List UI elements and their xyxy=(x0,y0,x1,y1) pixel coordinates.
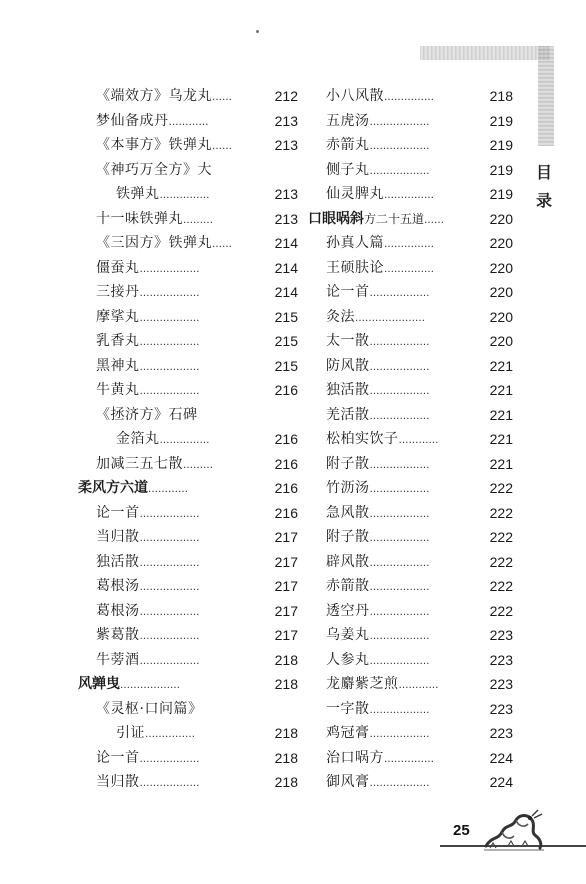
toc-entry-page: 218 xyxy=(274,651,298,668)
toc-entry-title: 葛根汤 xyxy=(96,578,140,594)
toc-entry-leader-dots: ……………… xyxy=(369,533,430,544)
dragon-ornament-icon xyxy=(482,806,546,854)
toc-entry-page: 223 xyxy=(489,651,513,668)
toc-entry-page: 213 xyxy=(274,210,298,227)
toc-entry-leader-dots: ……………… xyxy=(139,508,200,520)
toc-entry-title: 赤箭丸 xyxy=(326,137,370,153)
toc-entry-title: 加减三五七散 xyxy=(96,455,183,472)
toc-entry xyxy=(308,648,513,673)
toc-entry-title: 灸法 xyxy=(326,308,355,325)
toc-entry-title: 论一首 xyxy=(96,504,140,521)
toc-entry-leader-dots: ……………… xyxy=(139,337,200,348)
toc-entry-leader-dots: ……………… xyxy=(369,631,430,642)
toc-entry-title: 鸡冠膏 xyxy=(326,725,370,741)
toc-entry xyxy=(308,550,513,575)
toc-entry-leader-dots: ……………… xyxy=(369,386,430,397)
section-side-label xyxy=(533,162,555,212)
toc-entry xyxy=(308,476,513,501)
toc-entry-page: 214 xyxy=(274,259,298,276)
toc-entry-page: 217 xyxy=(274,529,298,545)
toc-entry-leader-dots: …… xyxy=(424,214,445,226)
toc-entry xyxy=(308,623,513,648)
toc-entry-page: 217 xyxy=(274,578,298,594)
toc-entry xyxy=(308,133,513,158)
toc-entry xyxy=(78,599,298,624)
toc-entry xyxy=(78,378,298,403)
toc-entry xyxy=(78,525,298,550)
toc-entry-title: 一字散 xyxy=(326,700,370,717)
toc-entry-leader-dots: …… xyxy=(212,239,232,250)
toc-entry xyxy=(78,623,298,648)
toc-entry xyxy=(78,403,298,428)
toc-entry-title: 辟风散 xyxy=(326,553,370,570)
toc-entry-title: 牛蒡酒 xyxy=(96,651,140,668)
toc-entry xyxy=(308,427,513,452)
toc-entry xyxy=(308,599,513,624)
toc-entry-title: 梦仙备成丹 xyxy=(96,112,169,129)
toc-entry-page: 216 xyxy=(274,480,298,496)
toc-entry-page: 216 xyxy=(274,382,298,398)
toc-entry-page: 218 xyxy=(274,774,298,790)
toc-entry-title: 竹沥汤 xyxy=(326,480,370,496)
toc-entry-leader-dots: ……………… xyxy=(369,655,430,667)
stray-ink-mark xyxy=(256,30,259,33)
toc-entry-leader-dots: ………… xyxy=(148,484,188,495)
toc-entry xyxy=(78,746,298,771)
toc-entry-leader-dots: ……………… xyxy=(369,484,430,495)
toc-entry-leader-dots: ………… xyxy=(168,116,209,128)
toc-entry-page: 224 xyxy=(489,749,513,766)
decorative-top-band xyxy=(420,46,550,60)
toc-entry-title: 松柏实饮子 xyxy=(326,431,399,447)
toc-entry-page: 215 xyxy=(274,357,298,374)
toc-entry-leader-dots: ……………… xyxy=(369,141,430,152)
toc-entry-page: 218 xyxy=(274,749,298,766)
toc-entry-title: 独活散 xyxy=(96,553,140,570)
toc-entry-leader-dots: ……………… xyxy=(139,263,200,275)
toc-entry xyxy=(78,770,298,795)
toc-heading-suffix: 方二十五道 xyxy=(364,211,425,226)
toc-entry-title: 透空丹 xyxy=(326,602,370,619)
toc-entry-title: 《拯济方》石碑 xyxy=(96,406,198,423)
toc-entry xyxy=(308,501,513,526)
toc-entry-page: 218 xyxy=(274,676,298,692)
toc-entry-page: 219 xyxy=(489,186,513,202)
toc-entry-title: 铁弹丸 xyxy=(116,186,160,202)
toc-entry xyxy=(78,354,298,379)
toc-entry-title: 赤箭散 xyxy=(326,578,370,594)
toc-entry xyxy=(78,672,298,697)
toc-entry-page: 221 xyxy=(489,357,513,374)
toc-entry xyxy=(308,84,513,109)
toc-entry-page: 213 xyxy=(274,112,298,129)
toc-entry xyxy=(78,476,298,501)
toc-entry-page: 213 xyxy=(274,137,298,153)
toc-entry-title: 独活散 xyxy=(326,382,370,398)
toc-entry xyxy=(308,280,513,305)
toc-entry xyxy=(78,256,298,281)
toc-entry xyxy=(78,158,298,183)
toc-entry-title: 太一散 xyxy=(326,333,370,349)
toc-entry-title: 《本事方》铁弹丸 xyxy=(96,137,212,153)
toc-entry-leader-dots: …………… xyxy=(384,190,434,201)
toc-entry-leader-dots: ……………… xyxy=(369,778,430,789)
toc-entry xyxy=(78,697,298,722)
toc-entry-leader-dots: ……………… xyxy=(369,337,430,348)
toc-entry-leader-dots: ……………… xyxy=(369,116,430,128)
toc-entry xyxy=(308,574,513,599)
toc-entry-page: 221 xyxy=(489,431,513,447)
toc-entry-title: 三接丹 xyxy=(96,284,140,300)
toc-entry xyxy=(78,427,298,452)
toc-entry-page: 216 xyxy=(274,504,298,521)
toc-entry-leader-dots: ……………… xyxy=(139,533,200,544)
toc-entry-page: 220 xyxy=(489,235,513,251)
toc-entry-title: 侧子丸 xyxy=(326,161,370,178)
toc-entry-page: 223 xyxy=(489,700,513,717)
toc-entry xyxy=(78,721,298,746)
toc-entry-leader-dots: ……………… xyxy=(139,361,200,373)
toc-entry-leader-dots: …………… xyxy=(384,263,434,275)
toc-entry xyxy=(308,207,513,232)
toc-entry-page: 216 xyxy=(274,455,298,472)
toc-entry xyxy=(308,109,513,134)
toc-entry-title: 五虎汤 xyxy=(326,112,370,129)
toc-entry-leader-dots: ……………… xyxy=(369,288,430,299)
toc-entry-leader-dots: ……………… xyxy=(369,606,430,618)
toc-entry xyxy=(78,329,298,354)
toc-entry-title: 乳香丸 xyxy=(96,333,140,349)
toc-entry xyxy=(308,746,513,771)
toc-entry-title: 牛黄丸 xyxy=(96,382,140,398)
toc-entry-leader-dots: ……………… xyxy=(139,582,200,593)
toc-entry-leader-dots: ……… xyxy=(183,214,213,226)
toc-entry-title: 口眼㖞斜方二十五道 xyxy=(308,210,425,227)
toc-entry xyxy=(308,525,513,550)
toc-entry-title: 防风散 xyxy=(326,357,370,374)
toc-entry xyxy=(308,672,513,697)
toc-entry-leader-dots: ……………… xyxy=(139,631,200,642)
toc-entry-title: 《三因方》铁弹丸 xyxy=(96,235,212,251)
toc-entry-title: 附子散 xyxy=(326,529,370,545)
toc-entry xyxy=(78,648,298,673)
toc-entry-page: 222 xyxy=(489,602,513,619)
toc-entry xyxy=(308,697,513,722)
toc-entry-title: 金箔丸 xyxy=(116,431,160,447)
toc-entry-title: 风亸曳 xyxy=(78,676,120,692)
toc-entry-page: 222 xyxy=(489,529,513,545)
toc-entry-page: 214 xyxy=(274,235,298,251)
toc-entry-leader-dots: ……………… xyxy=(369,508,430,520)
toc-entry xyxy=(78,550,298,575)
toc-entry-leader-dots: ………… xyxy=(398,435,439,446)
toc-entry-page: 223 xyxy=(489,676,513,692)
toc-entry-page: 215 xyxy=(274,333,298,349)
toc-entry-page: 222 xyxy=(489,553,513,570)
toc-entry-title: 当归散 xyxy=(96,774,140,790)
toc-entry-title: 紫葛散 xyxy=(96,627,140,643)
toc-entry-title: 乌姜丸 xyxy=(326,627,370,643)
toc-entry-title: 御风膏 xyxy=(326,774,370,790)
toc-entry-title: 论一首 xyxy=(96,749,140,766)
toc-entry xyxy=(308,770,513,795)
toc-entry-title: 附子散 xyxy=(326,455,370,472)
toc-entry-leader-dots: …………… xyxy=(159,190,210,201)
toc-entry-page: 222 xyxy=(489,504,513,521)
toc-entry xyxy=(78,182,298,207)
toc-entry-page: 219 xyxy=(489,137,513,153)
toc-entry-leader-dots: …………… xyxy=(384,753,434,765)
toc-entry-page: 221 xyxy=(489,406,513,423)
toc-entry-title: 《灵枢·口问篇》 xyxy=(96,700,203,717)
toc-entry-page: 221 xyxy=(489,382,513,398)
toc-entry-page: 223 xyxy=(489,627,513,643)
toc-entry xyxy=(308,305,513,330)
decorative-side-band xyxy=(538,46,554,146)
toc-entry-leader-dots: ……………… xyxy=(139,655,200,667)
toc-entry-title: 摩挲丸 xyxy=(96,308,140,325)
toc-entry-page: 217 xyxy=(274,553,298,570)
toc-entry-page: 213 xyxy=(274,186,298,202)
toc-entry-title: 僵蚕丸 xyxy=(96,259,140,276)
toc-entry-leader-dots: …………… xyxy=(384,92,434,103)
toc-entry-page: 219 xyxy=(489,112,513,129)
toc-entry-leader-dots: ……………… xyxy=(139,606,200,618)
toc-entry-title: 论一首 xyxy=(326,284,370,300)
toc-entry-page: 219 xyxy=(489,161,513,178)
toc-entry xyxy=(308,231,513,256)
toc-entry-title: 羌活散 xyxy=(326,406,370,423)
toc-entry-title: 小八风散 xyxy=(326,88,384,104)
toc-entry-page: 217 xyxy=(274,627,298,643)
toc-entry-title: 引证 xyxy=(116,725,145,741)
toc-entry-title: 当归散 xyxy=(96,529,140,545)
toc-entry-title: 葛根汤 xyxy=(96,602,140,619)
toc-entry xyxy=(308,158,513,183)
toc-entry xyxy=(308,182,513,207)
toc-entry xyxy=(308,256,513,281)
toc-entry xyxy=(308,721,513,746)
toc-entry-leader-dots: ……………… xyxy=(369,410,430,422)
toc-entry-leader-dots: ……………… xyxy=(369,459,430,471)
toc-entry xyxy=(78,207,298,232)
toc-entry xyxy=(78,501,298,526)
toc-entry-title: 人参丸 xyxy=(326,651,370,668)
toc-entry-title: 王硕肤论 xyxy=(326,259,384,276)
toc-entry-page: 220 xyxy=(489,210,513,227)
toc-entry-leader-dots: ………… xyxy=(398,680,439,691)
toc-entry xyxy=(308,452,513,477)
toc-entry-leader-dots: ……………… xyxy=(139,386,200,397)
toc-entry-page: 220 xyxy=(489,284,513,300)
toc-entry-title: 《神巧万全方》大 xyxy=(96,161,212,178)
toc-entry-leader-dots: …… xyxy=(212,141,232,152)
side-label-char: 录 xyxy=(535,191,552,210)
toc-entry-title: 急风散 xyxy=(326,504,370,521)
toc-entry-title: 《端效方》乌龙丸 xyxy=(96,88,212,104)
toc-entry-leader-dots: …… xyxy=(212,92,232,103)
toc-entry-page: 212 xyxy=(274,88,298,104)
toc-entry-page: 220 xyxy=(489,259,513,276)
toc-entry xyxy=(308,329,513,354)
toc-entry-page: 217 xyxy=(274,602,298,619)
toc-entry-leader-dots: ……………… xyxy=(369,729,430,740)
toc-entry xyxy=(78,280,298,305)
toc-entry-page: 221 xyxy=(489,455,513,472)
toc-entry-page: 220 xyxy=(489,308,513,325)
toc-entry-page: 214 xyxy=(274,284,298,300)
toc-entry-leader-dots: ………………… xyxy=(355,312,425,324)
toc-entry xyxy=(308,354,513,379)
toc-entry-page: 216 xyxy=(274,431,298,447)
toc-entry-page: 222 xyxy=(489,480,513,496)
toc-entry xyxy=(78,574,298,599)
toc-entry xyxy=(78,231,298,256)
toc-entry-title: 黑神丸 xyxy=(96,357,140,374)
toc-entry-page: 220 xyxy=(489,333,513,349)
toc-entry-leader-dots: ……………… xyxy=(369,361,430,373)
toc-entry-title: 仙灵脾丸 xyxy=(326,186,384,202)
toc-entry-page: 218 xyxy=(489,88,513,104)
toc-entry xyxy=(308,378,513,403)
toc-entry-page: 223 xyxy=(489,725,513,741)
toc-left-column xyxy=(78,84,298,795)
toc-entry-page: 224 xyxy=(489,774,513,790)
toc-entry xyxy=(78,133,298,158)
side-label-char: 目 xyxy=(535,163,552,182)
toc-entry xyxy=(308,403,513,428)
toc-entry-leader-dots: ……………… xyxy=(369,582,430,593)
toc-entry xyxy=(78,109,298,134)
toc-entry-title: 龙麝紫芝煎 xyxy=(326,676,399,692)
toc-entry-title: 柔风方六道 xyxy=(78,480,148,496)
toc-entry xyxy=(78,84,298,109)
toc-entry xyxy=(78,452,298,477)
toc-entry-leader-dots: …………… xyxy=(159,435,210,446)
toc-entry-leader-dots: …………… xyxy=(145,729,195,740)
toc-entry-leader-dots: ……………… xyxy=(369,704,430,716)
toc-entry-title: 十一味铁弹丸 xyxy=(96,210,183,227)
page-number: 25 xyxy=(453,822,470,839)
toc-entry-leader-dots: ……………… xyxy=(369,557,430,569)
toc-entry-leader-dots: ……………… xyxy=(139,753,200,765)
toc-right-column xyxy=(308,84,513,795)
toc-entry-leader-dots: ……………… xyxy=(139,778,200,789)
toc-entry-page: 215 xyxy=(274,308,298,325)
toc-entry-leader-dots: ……………… xyxy=(139,312,200,324)
toc-entry xyxy=(78,305,298,330)
toc-entry-title: 孙真人篇 xyxy=(326,235,384,251)
toc-entry-leader-dots: ……………… xyxy=(139,557,200,569)
toc-entry-leader-dots: ……… xyxy=(183,459,213,471)
toc-entry-page: 218 xyxy=(274,725,298,741)
toc-entry-leader-dots: ……………… xyxy=(120,680,180,691)
toc-entry-leader-dots: …………… xyxy=(384,239,434,250)
toc-entry-title: 治口㖞方 xyxy=(326,749,384,766)
toc-entry-leader-dots: ……………… xyxy=(139,288,200,299)
toc-entry-leader-dots: ……………… xyxy=(369,165,430,177)
toc-entry-page: 222 xyxy=(489,578,513,594)
